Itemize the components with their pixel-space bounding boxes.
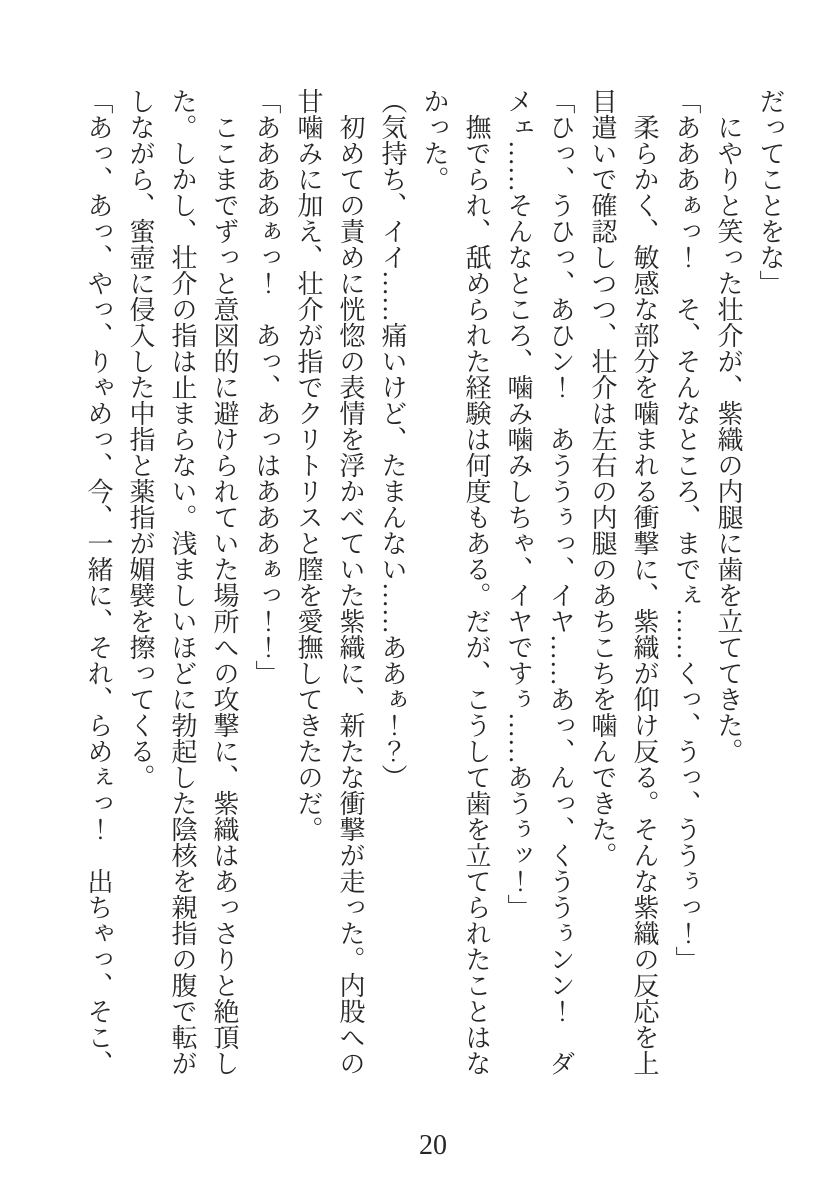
text-column: しながら、蜜壺に侵入した中指と薬指が媚襞を擦ってくる。 — [126, 88, 155, 790]
text-column: 「ああああぁっ！ あっ、あっはあああぁっ！！」 — [252, 88, 281, 686]
text-column: 目遣いで確認しつつ、壮介は左右の内腿のあちこちを噛んできた。 — [588, 88, 617, 868]
page-number: 20 — [419, 1130, 447, 1161]
text-column: かった。 — [420, 88, 449, 192]
text-column: メェ……そんなところ、噛み噛みしちゃ、イヤですぅ……あうぅッ！」 — [504, 88, 533, 920]
text-column: にやりと笑った壮介が、紫織の内腿に歯を立ててきた。 — [714, 88, 743, 764]
text-column: 甘噛みに加え、壮介が指でクリトリスと膣を愛撫してきたのだ。 — [294, 88, 323, 842]
text-column: 「あああぁっ！ そ、そんなところ、までぇ……くっ、うっ、ううぅっ！」 — [672, 88, 701, 972]
text-column: 初めての責めに恍惚の表情を浮かべていた紫織に、新たな衝撃が走った。内股への — [336, 88, 365, 1076]
text-column: 柔らかく、敏感な部分を噛まれる衝撃に、紫織が仰け反る。そんな紫織の反応を上 — [630, 88, 659, 1076]
text-column: 撫でられ、舐められた経験は何度もある。だが、こうして歯を立てられたことはな — [462, 88, 491, 1076]
vertical-text-area — [77, 88, 791, 1086]
text-column: 「ひっ、うひっ、あひン！ あううぅっ、イヤ……あっ、んっ、くううぅンン！ ダ — [546, 88, 575, 1076]
text-column: だってことをな」 — [756, 88, 785, 296]
text-column: た。しかし、壮介の指は止まらない。浅ましいほどに勃起した陰核を親指の腹で転が — [168, 88, 197, 1076]
text-column: ここまでずっと意図的に避けられていた場所への攻撃に、紫織はあっさりと絶頂し — [210, 88, 239, 1076]
text-column: 「あっ、あっ、やっ、りゃめっ、今、一緒に、それ、らめぇっ！ 出ちゃっ、そこ、 — [84, 88, 113, 1076]
text-column: （気持ち、イイ……痛いけど、たまんない……ああぁ！？） — [378, 88, 407, 790]
